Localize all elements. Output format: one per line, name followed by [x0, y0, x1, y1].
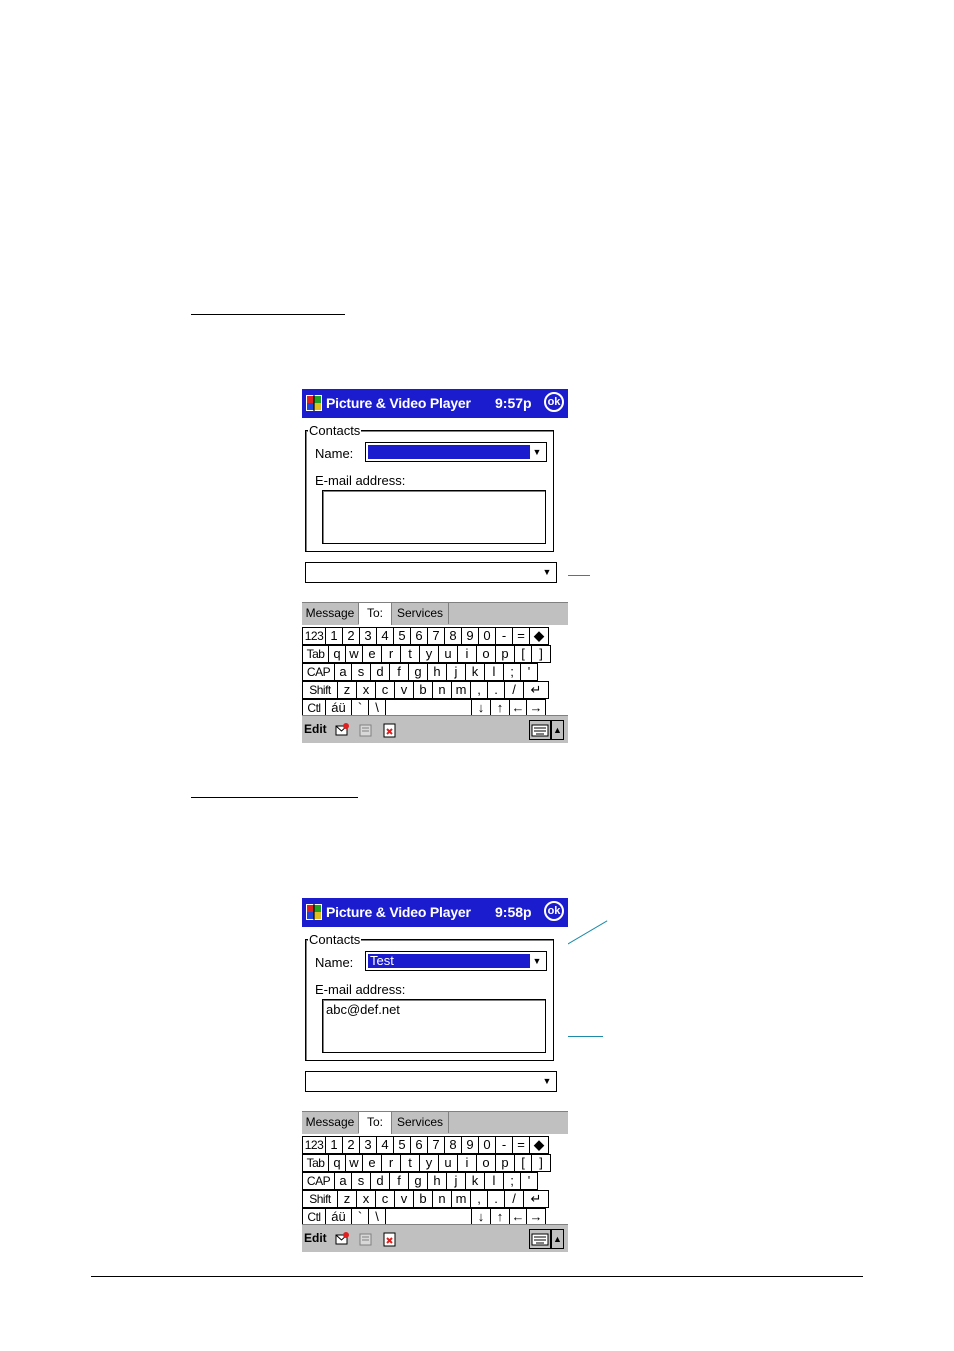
- key-symbol-3-8[interactable]: ,: [470, 681, 488, 699]
- key-symbol-0-11[interactable]: -: [495, 1136, 513, 1154]
- key-f[interactable]: f: [389, 1172, 409, 1190]
- key-o[interactable]: o: [476, 645, 496, 663]
- sent-icon[interactable]: [358, 1231, 374, 1247]
- email-address-field[interactable]: [322, 490, 546, 544]
- key-9[interactable]: 9: [461, 627, 479, 645]
- key-symbol-2-10[interactable]: ;: [503, 1172, 521, 1190]
- key-symbol-0-13[interactable]: ◆: [529, 1136, 549, 1154]
- title-bar: [302, 389, 568, 418]
- section-underline-1: [191, 314, 345, 315]
- account-dropdown[interactable]: [305, 1071, 557, 1092]
- key-f[interactable]: f: [389, 663, 409, 681]
- key-n[interactable]: n: [432, 681, 452, 699]
- key-o[interactable]: o: [476, 1154, 496, 1172]
- key-2[interactable]: 2: [342, 627, 360, 645]
- dropdown-arrow-icon[interactable]: ▼: [532, 956, 542, 966]
- key-symbol-3-11[interactable]: ↵: [523, 1190, 549, 1208]
- key-symbol-4-5[interactable]: ↓: [471, 1208, 491, 1226]
- key-symbol-1-12[interactable]: ]: [531, 1154, 551, 1172]
- key-c[interactable]: c: [375, 681, 395, 699]
- key-symbol-3-9[interactable]: .: [487, 1190, 505, 1208]
- key-symbol-2-11[interactable]: ': [520, 663, 538, 681]
- key-3[interactable]: 3: [359, 1136, 377, 1154]
- key-u[interactable]: u: [438, 1154, 458, 1172]
- key-symbol-3-9[interactable]: .: [487, 681, 505, 699]
- key-4[interactable]: 4: [376, 627, 394, 645]
- key-symbol-4-1[interactable]: áü: [325, 1208, 352, 1226]
- window-title: Picture & Video Player: [326, 395, 471, 411]
- tab-services[interactable]: Services: [392, 603, 449, 624]
- key-cap[interactable]: CAP: [302, 663, 335, 681]
- key-symbol-3-8[interactable]: ,: [470, 1190, 488, 1208]
- key-symbol-4-6[interactable]: ↑: [490, 1208, 510, 1226]
- tab-strip: [302, 1111, 568, 1134]
- input-panel-button[interactable]: [529, 1229, 551, 1249]
- key-d[interactable]: d: [370, 663, 390, 681]
- key-m[interactable]: m: [451, 1190, 471, 1208]
- new-message-icon[interactable]: [334, 722, 350, 738]
- key-symbol-4-5[interactable]: ↓: [471, 699, 491, 717]
- key-j[interactable]: j: [446, 1172, 466, 1190]
- key-0[interactable]: 0: [478, 627, 496, 645]
- key-symbol-2-10[interactable]: ;: [503, 663, 521, 681]
- key-6[interactable]: 6: [410, 1136, 428, 1154]
- key-123[interactable]: 123: [302, 1136, 326, 1154]
- tab-message[interactable]: Message: [302, 1112, 359, 1133]
- name-label: Name:: [315, 955, 354, 970]
- key-l[interactable]: l: [484, 1172, 504, 1190]
- key-q[interactable]: q: [328, 1154, 346, 1172]
- key-k[interactable]: k: [465, 1172, 485, 1190]
- key-h[interactable]: h: [427, 1172, 447, 1190]
- key-symbol-4-8[interactable]: →: [526, 699, 546, 717]
- dropdown-arrow-icon[interactable]: ▼: [532, 447, 542, 457]
- key-p[interactable]: p: [495, 1154, 515, 1172]
- key-7[interactable]: 7: [427, 1136, 445, 1154]
- key-w[interactable]: w: [345, 645, 363, 663]
- key-r[interactable]: r: [381, 1154, 401, 1172]
- key-v[interactable]: v: [394, 1190, 414, 1208]
- email-address-field[interactable]: [322, 999, 546, 1053]
- key-symbol-3-10[interactable]: /: [504, 1190, 524, 1208]
- new-message-icon[interactable]: [334, 1231, 350, 1247]
- key-t[interactable]: t: [400, 645, 420, 663]
- key-z[interactable]: z: [337, 1190, 357, 1208]
- clock[interactable]: 9:58p: [495, 904, 532, 920]
- command-bar: [302, 715, 568, 743]
- app-flag-icon[interactable]: [305, 903, 323, 921]
- key-n[interactable]: n: [432, 1190, 452, 1208]
- key-m[interactable]: m: [451, 681, 471, 699]
- key-v[interactable]: v: [394, 681, 414, 699]
- tab-strip: [302, 602, 568, 625]
- key-s[interactable]: s: [351, 1172, 371, 1190]
- key-6[interactable]: 6: [410, 627, 428, 645]
- key-y[interactable]: y: [419, 1154, 439, 1172]
- soft-keyboard: [302, 625, 568, 715]
- ok-icon: ok: [547, 396, 561, 408]
- key-symbol-4-2[interactable]: `: [351, 1208, 369, 1226]
- keyboard-icon: [530, 721, 550, 739]
- key-s[interactable]: s: [351, 663, 371, 681]
- key-5[interactable]: 5: [393, 627, 411, 645]
- ok-button[interactable]: [544, 901, 564, 921]
- key-1[interactable]: 1: [325, 1136, 343, 1154]
- key-j[interactable]: j: [446, 663, 466, 681]
- tab-to[interactable]: To:: [359, 1112, 392, 1134]
- key-cap[interactable]: CAP: [302, 1172, 335, 1190]
- key-ctl[interactable]: Ctl: [302, 1208, 326, 1226]
- pocketpc-screen-2: [302, 898, 568, 1252]
- key-symbol-4-7[interactable]: ←: [509, 1208, 527, 1226]
- key-b[interactable]: b: [413, 681, 433, 699]
- input-panel-button[interactable]: [529, 720, 551, 740]
- key-9[interactable]: 9: [461, 1136, 479, 1154]
- key-symbol-4-2[interactable]: `: [351, 699, 369, 717]
- sip-up-arrow-icon[interactable]: ▲: [551, 1229, 564, 1249]
- key-symbol-4-6[interactable]: ↑: [490, 699, 510, 717]
- name-label: Name:: [315, 446, 354, 461]
- name-dropdown[interactable]: [365, 442, 547, 462]
- key-h[interactable]: h: [427, 663, 447, 681]
- tab-services[interactable]: Services: [392, 1112, 449, 1133]
- dropdown-arrow-icon[interactable]: ▼: [542, 1076, 552, 1086]
- key-r[interactable]: r: [381, 645, 401, 663]
- key-2[interactable]: 2: [342, 1136, 360, 1154]
- app-flag-icon[interactable]: [305, 394, 323, 412]
- delete-icon[interactable]: [382, 1231, 398, 1247]
- window-title: Picture & Video Player: [326, 904, 471, 920]
- key-a[interactable]: a: [334, 1172, 352, 1190]
- key-8[interactable]: 8: [444, 1136, 462, 1154]
- key-q[interactable]: q: [328, 645, 346, 663]
- email-label: E-mail address:: [315, 982, 406, 997]
- key-symbol-1-11[interactable]: [: [514, 1154, 532, 1172]
- key-symbol-2-11[interactable]: ': [520, 1172, 538, 1190]
- key-x[interactable]: x: [356, 1190, 376, 1208]
- key-symbol-0-12[interactable]: =: [512, 627, 530, 645]
- key-p[interactable]: p: [495, 645, 515, 663]
- account-dropdown[interactable]: [305, 562, 557, 583]
- key-8[interactable]: 8: [444, 627, 462, 645]
- key-5[interactable]: 5: [393, 1136, 411, 1154]
- command-bar: [302, 1224, 568, 1252]
- clock[interactable]: 9:57p: [495, 395, 532, 411]
- key-u[interactable]: u: [438, 645, 458, 663]
- key-g[interactable]: g: [408, 1172, 428, 1190]
- key-z[interactable]: z: [337, 681, 357, 699]
- pocketpc-screen-1: [302, 389, 568, 743]
- key-i[interactable]: i: [457, 1154, 477, 1172]
- key-symbol-4-8[interactable]: →: [526, 1208, 546, 1226]
- key-i[interactable]: i: [457, 645, 477, 663]
- key-7[interactable]: 7: [427, 627, 445, 645]
- tab-to[interactable]: To:: [359, 603, 392, 625]
- key-123[interactable]: 123: [302, 627, 326, 645]
- key-3[interactable]: 3: [359, 627, 377, 645]
- key-1[interactable]: 1: [325, 627, 343, 645]
- key-0[interactable]: 0: [478, 1136, 496, 1154]
- key-k[interactable]: k: [465, 663, 485, 681]
- name-dropdown[interactable]: [365, 951, 547, 971]
- contacts-group-label: Contacts: [309, 423, 361, 438]
- key-g[interactable]: g: [408, 663, 428, 681]
- key-symbol-4-3[interactable]: \: [368, 1208, 386, 1226]
- key-ctl[interactable]: Ctl: [302, 699, 326, 717]
- key-tab[interactable]: Tab: [302, 645, 329, 663]
- key-symbol-3-11[interactable]: ↵: [523, 681, 549, 699]
- key-t[interactable]: t: [400, 1154, 420, 1172]
- key-symbol-4-7[interactable]: ←: [509, 699, 527, 717]
- key-symbol-4-1[interactable]: áü: [325, 699, 352, 717]
- email-label: E-mail address:: [315, 473, 406, 488]
- sip-up-arrow-icon[interactable]: ▲: [551, 720, 564, 740]
- key-symbol-0-11[interactable]: -: [495, 627, 513, 645]
- soft-keyboard: [302, 1134, 568, 1224]
- key-4[interactable]: 4: [376, 1136, 394, 1154]
- edit-menu[interactable]: Edit: [304, 722, 327, 736]
- key-symbol-1-12[interactable]: ]: [531, 645, 551, 663]
- key-e[interactable]: e: [362, 645, 382, 663]
- sent-icon[interactable]: [358, 722, 374, 738]
- key-x[interactable]: x: [356, 681, 376, 699]
- key-shift[interactable]: Shift: [302, 681, 338, 699]
- key-symbol-4-3[interactable]: \: [368, 699, 386, 717]
- key-c[interactable]: c: [375, 1190, 395, 1208]
- ok-button[interactable]: [544, 392, 564, 412]
- key-a[interactable]: a: [334, 663, 352, 681]
- edit-menu[interactable]: Edit: [304, 1231, 327, 1245]
- dropdown-arrow-icon[interactable]: ▼: [542, 567, 552, 577]
- key-e[interactable]: e: [362, 1154, 382, 1172]
- key-l[interactable]: l: [484, 663, 504, 681]
- key-y[interactable]: y: [419, 645, 439, 663]
- key-symbol-3-10[interactable]: /: [504, 681, 524, 699]
- title-bar: [302, 898, 568, 927]
- key-w[interactable]: w: [345, 1154, 363, 1172]
- ok-icon: ok: [547, 905, 561, 917]
- keyboard-icon: [530, 1230, 550, 1248]
- key-shift[interactable]: Shift: [302, 1190, 338, 1208]
- key-symbol-1-11[interactable]: [: [514, 645, 532, 663]
- footer-rule: [91, 1276, 863, 1277]
- key-b[interactable]: b: [413, 1190, 433, 1208]
- key-tab[interactable]: Tab: [302, 1154, 329, 1172]
- section-underline-2: [191, 797, 358, 798]
- delete-icon[interactable]: [382, 722, 398, 738]
- name-value: Test: [368, 954, 530, 968]
- key-d[interactable]: d: [370, 1172, 390, 1190]
- key-symbol-0-13[interactable]: ◆: [529, 627, 549, 645]
- email-value: abc@def.net: [326, 1002, 400, 1017]
- key-symbol-0-12[interactable]: =: [512, 1136, 530, 1154]
- tab-message[interactable]: Message: [302, 603, 359, 624]
- contacts-group-label: Contacts: [309, 932, 361, 947]
- name-value: [368, 445, 530, 459]
